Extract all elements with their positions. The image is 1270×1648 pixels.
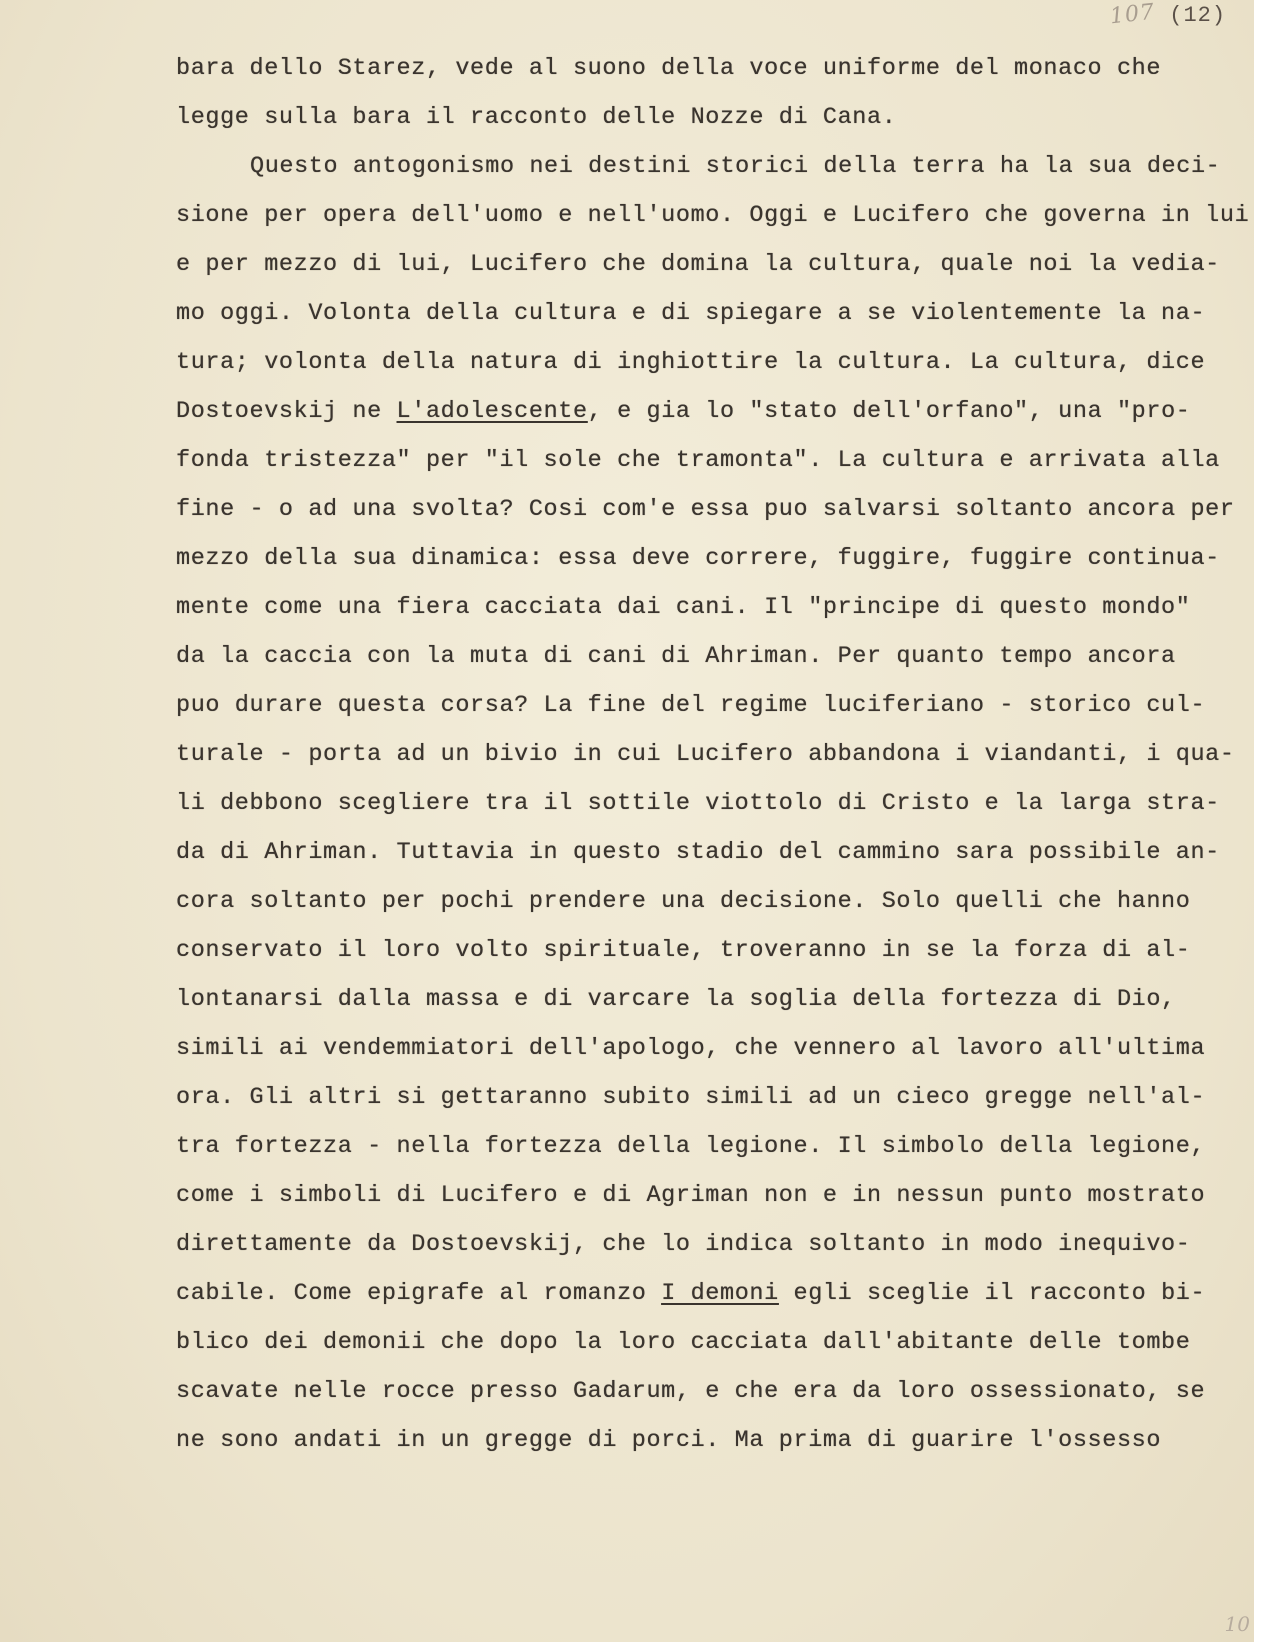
text-line: turale - porta ad un bivio in cui Lucifero abbandona i viandanti, i qua- bbox=[176, 741, 1235, 768]
text-line: direttamente da Dostoevskij, che lo indica soltanto in modo inequivo- bbox=[176, 1231, 1191, 1258]
text-segment: egli sceglie il racconto bi- bbox=[778, 1280, 1206, 1307]
text-segment: Dostoevskij ne bbox=[176, 398, 397, 425]
text-line: ne sono andati in un gregge di porci. Ma prima di guarire l'ossesso bbox=[176, 1427, 1162, 1454]
text-line: cora soltanto per pochi prendere una decisione. Solo quelli che hanno bbox=[176, 888, 1191, 915]
text-line: lontanarsi dalla massa e di varcare la soglia della fortezza di Dio, bbox=[176, 986, 1176, 1013]
text-line: e per mezzo di lui, Lucifero che domina la cultura, quale noi la vedia- bbox=[176, 251, 1220, 278]
typed-page-number: (12) bbox=[1169, 3, 1227, 28]
text-line: blico dei demonii che dopo la loro cacciata dall'abitante delle tombe bbox=[176, 1329, 1191, 1356]
corner-handwritten-note: 10 bbox=[1224, 1612, 1250, 1636]
text-line: conservato il loro volto spirituale, troveranno in se la forza di al- bbox=[176, 937, 1191, 964]
book-title-underlined: L'adolescente bbox=[396, 398, 588, 425]
text-line: Questo antogonismo nei destini storici della terra ha la sua deci- bbox=[250, 153, 1221, 180]
text-line: puo durare questa corsa? La fine del regime luciferiano - storico cul- bbox=[176, 692, 1206, 719]
text-line: da di Ahriman. Tuttavia in questo stadio del cammino sara possibile an- bbox=[176, 839, 1220, 866]
text-line: ora. Gli altri si gettaranno subito simili ad un cieco gregge nell'al- bbox=[176, 1084, 1206, 1111]
text-line: scavate nelle rocce presso Gadarum, e che era da loro ossessionato, se bbox=[176, 1378, 1206, 1405]
handwritten-page-number: 107 bbox=[1108, 0, 1157, 30]
text-line: sione per opera dell'uomo e nell'uomo. Oggi e Lucifero che governa in lui bbox=[176, 202, 1250, 229]
text-line: tura; volonta della natura di inghiottire la cultura. La cultura, dice bbox=[176, 349, 1206, 376]
text-line: mente come una fiera cacciata dai cani. Il "principe di questo mondo" bbox=[176, 594, 1191, 621]
text-line: simili ai vendemmiatori dell'apologo, che vennero al lavoro all'ultima bbox=[176, 1035, 1206, 1062]
text-line: mezzo della sua dinamica: essa deve correre, fuggire, fuggire continua- bbox=[176, 545, 1220, 572]
page-number bbox=[1110, 2, 1226, 28]
text-line: da la caccia con la muta di cani di Ahriman. Per quanto tempo ancora bbox=[176, 643, 1176, 670]
text-line bbox=[176, 1269, 1236, 1318]
text-segment: cabile. Come epigrafe al romanzo bbox=[176, 1280, 662, 1307]
text-line: come i simboli di Lucifero e di Agriman non e in nessun punto mostrato bbox=[176, 1182, 1206, 1209]
text-line: bara dello Starez, vede al suono della voce uniforme del monaco che bbox=[176, 55, 1162, 82]
text-line: mo oggi. Volonta della cultura e di spiegare a se violentemente la na- bbox=[176, 300, 1206, 327]
text-line: fine - o ad una svolta? Cosi com'e essa puo salvarsi soltanto ancora per bbox=[176, 496, 1235, 523]
text-line bbox=[176, 387, 1236, 436]
text-line: fonda tristezza" per "il sole che tramonta". La cultura e arrivata alla bbox=[176, 447, 1220, 474]
text-line: li debbono scegliere tra il sottile viottolo di Cristo e la larga stra- bbox=[176, 790, 1220, 817]
text-segment: , e gia lo "stato dell'orfano", una "pro- bbox=[587, 398, 1191, 425]
text-line: tra fortezza - nella fortezza della legione. Il simbolo della legione, bbox=[176, 1133, 1206, 1160]
body-text bbox=[176, 44, 1250, 1465]
text-line: legge sulla bara il racconto delle Nozze di Cana. bbox=[176, 104, 897, 131]
book-title-underlined: I demoni bbox=[661, 1280, 779, 1307]
